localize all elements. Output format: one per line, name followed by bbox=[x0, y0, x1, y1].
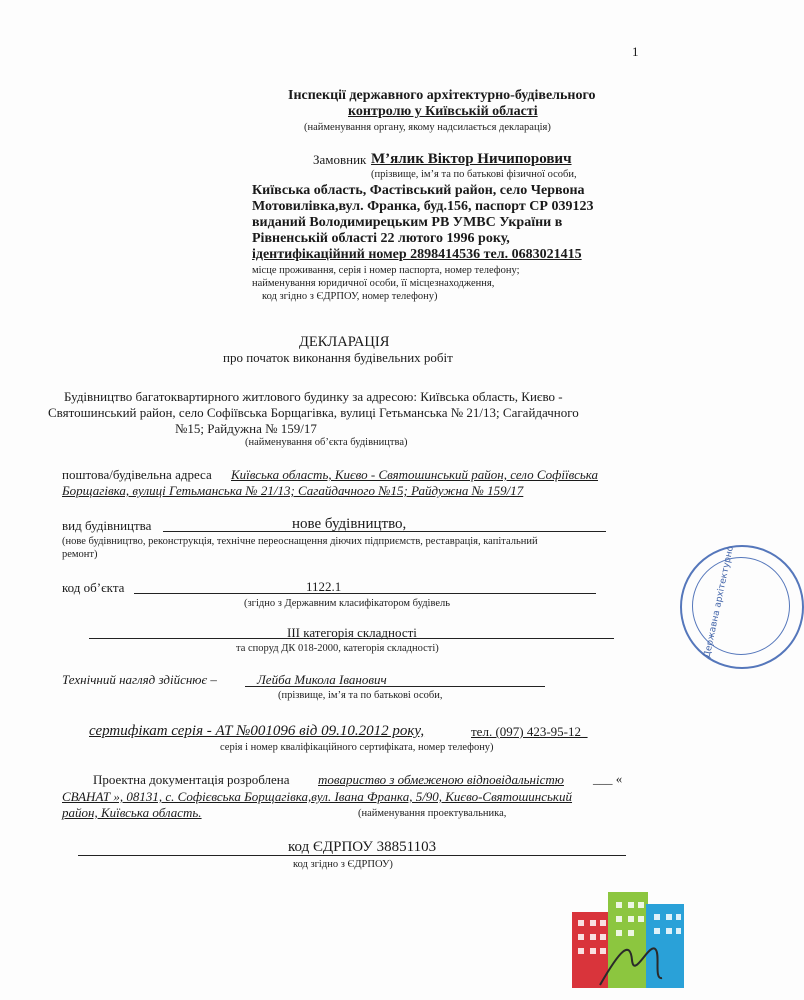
construction-type-label: вид будівництва bbox=[62, 518, 152, 533]
supervision-caption: (прізвище, ім’я та по батькові особи, bbox=[278, 690, 443, 701]
certificate-caption: серія і номер кваліфікаційного сертифіката, номер телефону) bbox=[220, 742, 494, 753]
customer-address-line-4: Рівненській області 22 лютого 1996 року, bbox=[252, 231, 510, 246]
object-line-2: Святошинський район, село Софіївська Борщагівка, вулиці Гетьманська № 21/13; Сагайдачного bbox=[48, 405, 579, 420]
authority-line-2: контролю у Київській області bbox=[348, 104, 538, 119]
project-line-1: товариство з обмеженою відповідальністю bbox=[318, 772, 564, 787]
customer-caption-2: найменування юридичної особи, її місцезнаходження, bbox=[252, 278, 495, 289]
certificate-text: сертифікат серія - АТ №001096 від 09.10.2012 року, bbox=[89, 723, 425, 739]
customer-label: Замовник bbox=[313, 152, 367, 167]
customer-caption-1: місце проживання, серія і номер паспорта, номер телефону; bbox=[252, 265, 520, 276]
complexity-caption: та споруд ДК 018-2000, категорія складності) bbox=[236, 643, 439, 654]
object-code-label: код об’єкта bbox=[62, 580, 125, 595]
buildings-logo bbox=[570, 890, 686, 990]
customer-name: М’ялик Віктор Ничипорович bbox=[371, 151, 572, 167]
project-line-1-end: ___ « bbox=[593, 771, 623, 786]
project-line-3: район, Київська область. bbox=[62, 805, 202, 820]
customer-address-line-3: виданий Володимирецьким РВ УМВС України в bbox=[252, 215, 563, 230]
object-code-line bbox=[134, 593, 596, 594]
supervision-value: Лейба Микола Іванович bbox=[257, 672, 387, 687]
object-code-value: 1122.1 bbox=[306, 579, 342, 594]
document-subtitle: про початок виконання будівельних робіт bbox=[223, 350, 453, 365]
postal-line-2: Борщагівка, вулиці Гетьманська № 21/13; Сагайдачного №15; Райдужна № 159/17 bbox=[62, 483, 524, 498]
project-label: Проектна документація розроблена bbox=[93, 772, 290, 787]
edrpou-caption: код згідно з ЄДРПОУ) bbox=[293, 859, 393, 870]
construction-type-caption-2: ремонт) bbox=[62, 549, 98, 560]
edrpou-value: код ЄДРПОУ 38851103 bbox=[288, 839, 437, 855]
official-stamp bbox=[680, 545, 804, 669]
project-line-2: СВАНАТ », 08131, с. Софієвська Борщагівка,вул. Івана Франка, 5/90, Києво-Святошинський bbox=[62, 789, 573, 804]
customer-address-line-5: ідентифікаційний номер 2898414536 тел. 0683021415 bbox=[252, 247, 582, 262]
customer-address-line-1: Київська область, Фастівський район, село Червона bbox=[252, 183, 585, 198]
stamp-text: Державна архітектурно bbox=[702, 544, 736, 660]
page-number: 1 bbox=[632, 44, 639, 59]
certificate-phone: тел. (097) 423-95-12_ bbox=[471, 724, 588, 739]
construction-type-value: нове будівництво, bbox=[292, 516, 407, 532]
authority-line-1: Інспекції державного архітектурно-будівельного bbox=[288, 88, 596, 103]
project-caption: (найменування проектувальника, bbox=[358, 808, 507, 819]
object-code-caption: (згідно з Державним класифікатором будівель bbox=[244, 598, 451, 609]
document-title: ДЕКЛАРАЦІЯ bbox=[299, 334, 390, 350]
customer-name-caption: (прізвище, ім’я та по батькові фізичної особи, bbox=[371, 169, 577, 180]
authority-caption: (найменування органу, якому надсилається декларація) bbox=[304, 122, 551, 133]
postal-line-1: Київська область, Києво - Святошинський район, село Софіївська bbox=[231, 467, 599, 482]
object-caption: (найменування об’єкта будівництва) bbox=[245, 437, 408, 448]
construction-type-caption-1: (нове будівництво, реконструкція, технічне переоснащення діючих підприємств, реставрація, капітальний bbox=[62, 536, 538, 547]
postal-label: поштова/будівельна адреса bbox=[62, 467, 212, 482]
object-line-3: №15; Райдужна № 159/17 bbox=[175, 421, 317, 436]
supervision-label: Технічний нагляд здійснює – bbox=[62, 672, 217, 687]
complexity-value: ІІІ категорія складності bbox=[287, 625, 417, 640]
customer-address-line-2: Мотовилівка,вул. Франка, буд.156, паспорт СР 039123 bbox=[252, 199, 594, 214]
customer-caption-3: код згідно з ЄДРПОУ, номер телефону) bbox=[262, 291, 438, 302]
object-line-1: Будівництво багатоквартирного житлового будинку за адресою: Київська область, Києво - bbox=[64, 389, 563, 404]
